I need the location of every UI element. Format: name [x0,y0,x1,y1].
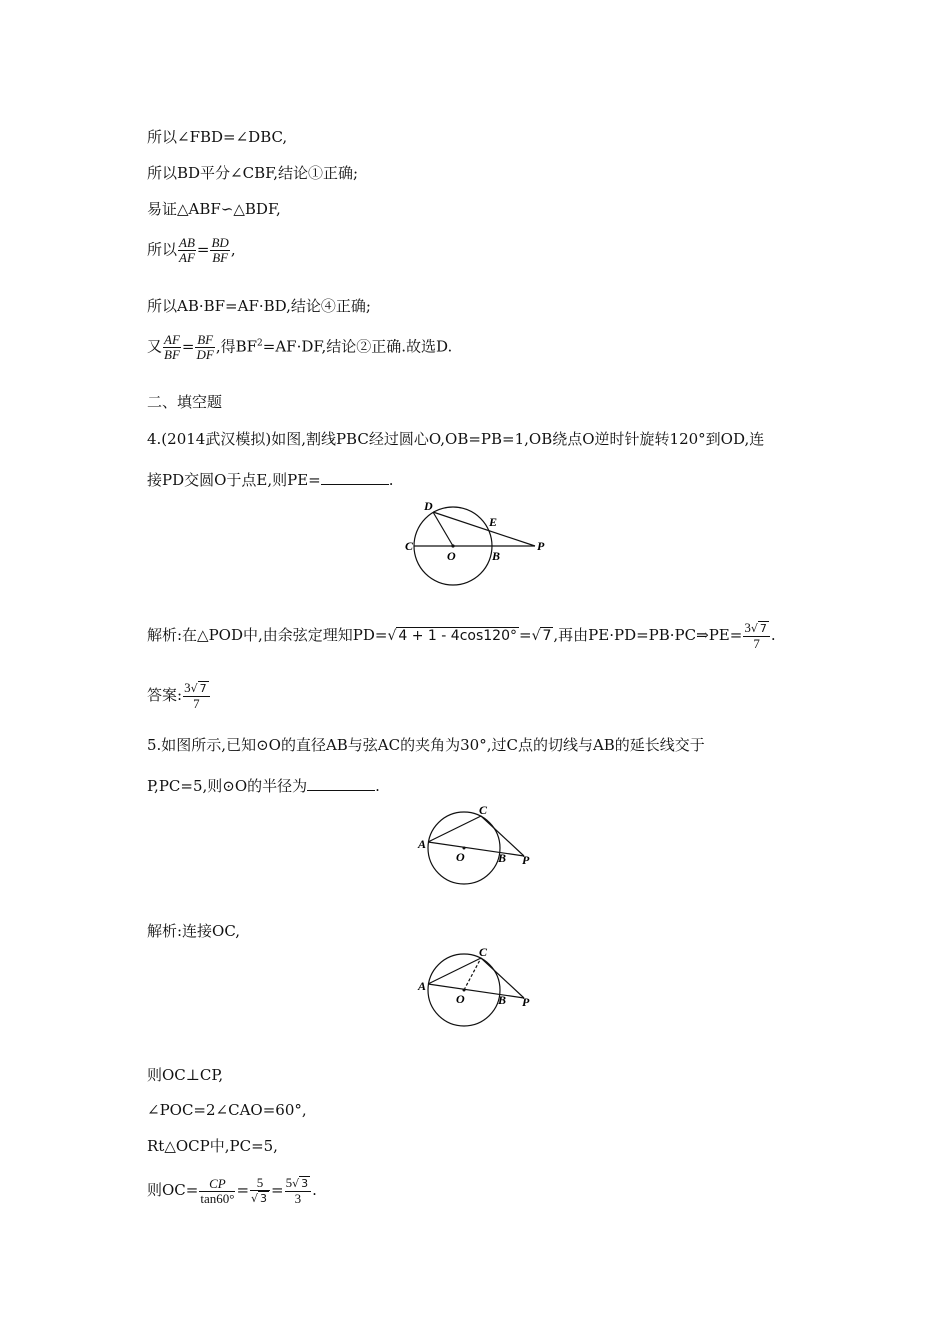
q5-text-2 [147,776,380,796]
line-cp [481,816,524,856]
q5-line-3: Rt△OCP中,PC=5, [147,1137,278,1155]
label-o: O [456,992,465,1006]
denominator: 7 [753,636,760,651]
text: , [230,240,236,259]
fraction [178,236,196,265]
text: . [375,777,380,795]
text: 又 [147,337,163,356]
numerator: BF [197,332,214,347]
label-c: C [479,948,488,959]
radicand: 3 [301,1177,309,1190]
sqrt: √ 7 [190,682,207,695]
q5-figure [412,806,537,888]
fraction [285,1176,312,1206]
equals: = [236,1181,250,1199]
denominator: DF [196,347,214,362]
radicand: 7 [199,682,207,695]
fraction [199,1177,235,1206]
fraction [163,333,181,362]
numerator: 5 [250,1176,270,1191]
sqrt: √ 3 [292,1177,309,1190]
label-p: P [522,853,530,867]
sqrt: √ 3 [251,1192,268,1205]
q4-figure [395,498,555,590]
center-point [451,544,454,547]
q5-line-2: ∠POC=2∠CAO=60°, [147,1101,307,1119]
radicand: 7 [542,628,552,644]
q5-line-1: 则OC⊥CP, [147,1066,224,1084]
answer-blank [321,470,389,485]
coefficient: 3 [184,680,191,695]
text: . [388,471,394,489]
fraction [743,621,770,651]
label-p: P [537,539,545,553]
label-e: E [489,515,498,529]
coefficient: 3 [744,620,751,635]
equals: = [518,626,532,644]
solution-line-6 [147,333,452,362]
line-ac [428,816,481,842]
label-c: C [479,806,488,817]
coefficient: 5 [285,1175,293,1190]
equals: = [181,337,195,356]
q4-text-1: 4.(2014武汉模拟)如图,割线PBC经过圆心O,OB=PB=1,OB绕点O逆时针旋转120°到OD,连 [147,430,765,448]
line-dp [433,512,535,546]
denominator: tan60° [200,1190,235,1206]
label-d: D [424,499,433,513]
text: ,得BF [215,337,258,356]
q5-analysis: 解析:连接OC, [147,922,241,940]
numerator: BD [211,235,229,250]
numerator: CP [199,1177,235,1192]
q4-answer [147,681,211,711]
label-a: A [418,979,427,993]
numerator [285,1176,312,1192]
label-p: P [522,995,530,1009]
text: ,再由PE·PD=PB·PC⇒PE= [553,626,743,644]
line-ac [428,958,481,984]
equals: = [196,240,210,259]
q5-analysis-figure [412,948,537,1030]
line-cp [481,958,524,998]
solution-line-4 [147,236,236,265]
sqrt: √ 7 [750,622,767,635]
fraction [250,1176,270,1206]
line-ap [428,984,524,998]
radicand: 4 + 1 - 4cos120° [398,628,517,644]
text: 解析:在△POD中,由余弦定理知PD= [147,626,388,644]
denominator: BF [212,250,229,265]
denominator: AF [179,250,195,265]
denominator: BF [164,347,180,362]
text: 接PD交圆O于点E,则PE= [147,471,321,489]
label-b: B [498,993,507,1007]
denominator: 3 [294,1191,302,1206]
numerator: AF [164,332,180,347]
numerator [743,621,770,637]
q4-analysis [147,621,776,651]
label-c: C [405,539,414,553]
label-o: O [456,850,465,864]
numerator [183,681,210,697]
superscript: 2 [257,338,263,349]
section-title: 二、填空题 [147,393,223,411]
text: . [312,1181,317,1199]
line-ap [428,842,524,856]
text: 答案: [147,686,183,704]
text: 则OC= [147,1181,199,1199]
fraction [210,236,229,265]
denominator: 7 [193,696,200,711]
solution-line-5: 所以AB·BF=AF·BD,结论④正确; [147,297,371,315]
text: 所以 [147,240,178,259]
answer-blank [307,776,375,791]
q5-line-4 [147,1176,317,1206]
equals: = [271,1181,284,1199]
label-o: O [447,549,456,563]
solution-line-1: 所以∠FBD=∠DBC, [147,128,288,146]
q5-text-1: 5.如图所示,已知⊙O的直径AB与弦AC的夹角为30°,过C点的切线与AB的延长线交于 [147,736,705,754]
text: P,PC=5,则⊙O的半径为 [147,777,308,795]
q4-text-2 [147,470,394,490]
label-b: B [492,549,501,563]
numerator: AB [179,235,195,250]
denominator [250,1191,270,1206]
text: . [770,626,776,644]
label-a: A [418,837,427,851]
fraction [195,333,214,362]
sqrt-expression: √ 7 [531,628,552,644]
solution-line-3: 易证△ABF∽△BDF, [147,200,281,218]
solution-line-2: 所以BD平分∠CBF,结论①正确; [147,164,359,182]
sqrt-expression: √ 4 + 1 - 4cos120° [387,628,517,644]
radicand: 3 [260,1192,268,1205]
radicand: 7 [759,622,767,635]
label-b: B [498,851,507,865]
fraction [183,681,210,711]
text: =AF·DF,结论②正确.故选D. [262,337,453,356]
